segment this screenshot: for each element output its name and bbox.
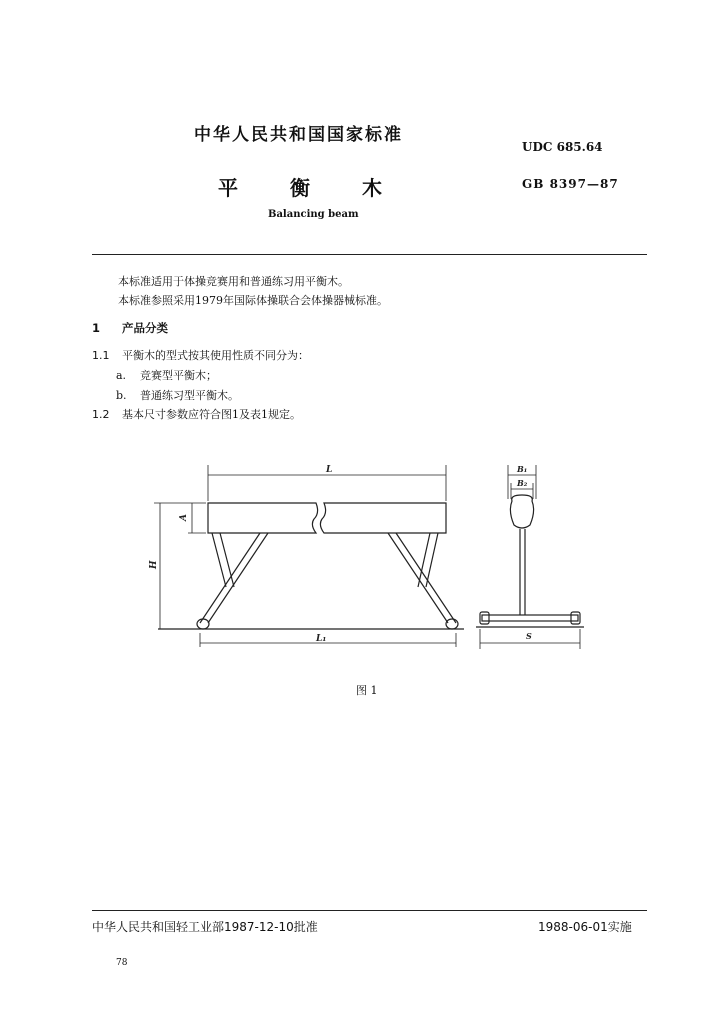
beam-cross-section [510, 495, 533, 528]
left-foot [197, 619, 209, 629]
effective-date: 1988-06-01实施 [538, 920, 632, 934]
balancing-beam-diagram [140, 455, 600, 665]
label-A: A [179, 514, 189, 521]
list-item-b [116, 387, 239, 403]
clause-1-2 [92, 406, 301, 422]
right-foot [446, 619, 458, 629]
label-L: L [326, 465, 333, 475]
clause-1-2-number: 1.2 [92, 408, 110, 421]
english-title: Balancing beam [268, 209, 359, 220]
approval-line: 中华人民共和国轻工业部1987-12-10批准 [92, 920, 318, 934]
label-H: H [149, 560, 159, 569]
label-B2: B₂ [517, 478, 528, 488]
clause-1-1-text: 平衡木的型式按其使用性质不同分为： [122, 349, 309, 362]
section-1-title: 产品分类 [122, 321, 168, 335]
end-base-left-cap [480, 612, 489, 624]
label-B1: B₁ [517, 464, 528, 474]
left-upright [212, 533, 234, 587]
footer-divider [92, 910, 647, 911]
right-diagonal-leg [388, 533, 456, 623]
title-char-3: 木 [362, 176, 382, 200]
figure-caption: 图 1 [356, 684, 378, 697]
gb-code: GB 8397—87 [522, 177, 619, 191]
section-1-number: 1 [92, 321, 101, 335]
label-S: S [526, 631, 532, 641]
national-standard-title: 中华人民共和国国家标准 [194, 125, 403, 145]
intro-paragraph-2: 本标准参照采用1979年国际体操联合会体操器械标准。 [118, 294, 388, 307]
clause-1-1-number: 1.1 [92, 349, 110, 362]
list-item-a [116, 367, 217, 383]
header-divider [92, 254, 647, 255]
left-diagonal-leg [200, 533, 268, 623]
title-char-1: 平 [218, 176, 238, 200]
right-upright [418, 533, 438, 587]
end-base-bar [482, 615, 578, 621]
title-char-2: 衡 [290, 176, 310, 200]
clause-1-2-text: 基本尺寸参数应符合图1及表1规定。 [122, 408, 301, 421]
beam-right-segment [320, 503, 446, 533]
label-L1: L₁ [316, 634, 327, 644]
section-1-heading [92, 320, 168, 336]
clause-1-1 [92, 347, 309, 363]
beam-left-segment [208, 503, 318, 533]
standard-title [218, 172, 434, 201]
list-item-a-text: 竞赛型平衡木； [140, 369, 217, 382]
list-item-a-label: a. [116, 369, 127, 382]
udc-code: UDC 685.64 [522, 140, 603, 154]
list-item-b-label: b. [116, 389, 127, 402]
end-base-right-cap [571, 612, 580, 624]
page-number: 78 [116, 958, 128, 968]
list-item-b-text: 普通练习型平衡木。 [140, 389, 239, 402]
intro-paragraph-1: 本标准适用于体操竞赛用和普通练习用平衡木。 [118, 275, 349, 288]
